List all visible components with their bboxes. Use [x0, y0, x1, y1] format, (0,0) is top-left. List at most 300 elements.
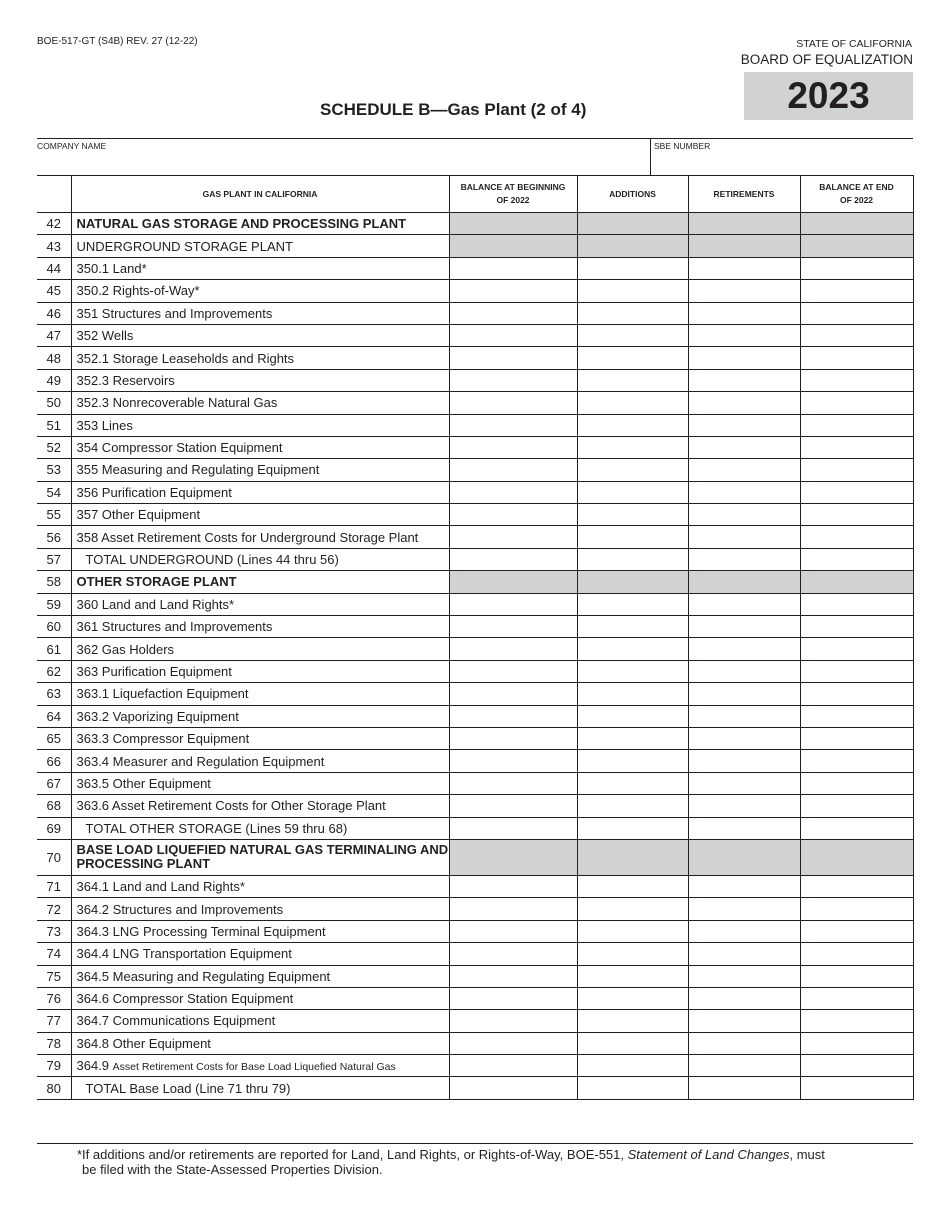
balance-beginning-cell[interactable]: [449, 392, 577, 414]
balance-end-cell[interactable]: [800, 504, 913, 526]
retirements-cell[interactable]: [688, 616, 800, 638]
additions-cell[interactable]: [577, 280, 688, 302]
table-row: [37, 817, 913, 839]
row-description: BASE LOAD LIQUEFIED NATURAL GAS TERMINALING AND PROCESSING PLANT: [71, 839, 449, 875]
additions-cell[interactable]: [577, 1010, 688, 1032]
balance-beginning-cell-shaded: [449, 571, 577, 593]
line-number: 47: [37, 324, 71, 346]
retirements-cell[interactable]: [688, 526, 800, 548]
retirements-cell-shaded: [688, 571, 800, 593]
retirements-cell[interactable]: [688, 1055, 800, 1077]
balance-beginning-header: [449, 176, 577, 213]
table-row: [37, 1032, 913, 1054]
balance-beginning-cell[interactable]: [449, 943, 577, 965]
additions-cell[interactable]: [577, 347, 688, 369]
retirements-cell[interactable]: [688, 920, 800, 942]
line-number: 53: [37, 459, 71, 481]
retirements-cell[interactable]: [688, 257, 800, 279]
table-row: [37, 548, 913, 570]
balance-beginning-cell[interactable]: [449, 1032, 577, 1054]
balance-end-cell-shaded: [800, 213, 913, 235]
retirements-cell[interactable]: [688, 436, 800, 458]
footnote-line2: be filed with the State-Assessed Properties Division.: [82, 1162, 383, 1177]
additions-cell[interactable]: [577, 1032, 688, 1054]
year-badge: [744, 72, 913, 120]
line-number: 61: [37, 638, 71, 660]
gas-plant-table: [37, 175, 914, 1100]
balance-beginning-cell[interactable]: [449, 750, 577, 772]
balance-beginning-cell[interactable]: [449, 257, 577, 279]
footnote-text-end: , must: [789, 1147, 825, 1162]
row-description: [71, 1055, 449, 1077]
additions-cell[interactable]: [577, 817, 688, 839]
row-description: 364.8 Other Equipment: [71, 1032, 449, 1054]
retirements-cell[interactable]: [688, 683, 800, 705]
retirements-cell[interactable]: [688, 660, 800, 682]
line-number: 56: [37, 526, 71, 548]
balance-end-cell[interactable]: [800, 920, 913, 942]
row-description: 356 Purification Equipment: [71, 481, 449, 503]
table-row: [37, 898, 913, 920]
table-row: [37, 965, 913, 987]
retirements-cell[interactable]: [688, 943, 800, 965]
table-row: [37, 616, 913, 638]
row-description: 364.6 Compressor Station Equipment: [71, 987, 449, 1009]
balance-end-cell[interactable]: [800, 526, 913, 548]
line-number: 50: [37, 392, 71, 414]
additions-cell[interactable]: [577, 1077, 688, 1099]
balance-end-cell[interactable]: [800, 727, 913, 749]
year-value: 2023: [787, 75, 870, 116]
row-description: 353 Lines: [71, 414, 449, 436]
line-number: 60: [37, 616, 71, 638]
row-description: 350.2 Rights-of-Way*: [71, 280, 449, 302]
balance-end-cell[interactable]: [800, 481, 913, 503]
balance-end-cell[interactable]: [800, 593, 913, 615]
row-description: NATURAL GAS STORAGE AND PROCESSING PLANT: [71, 213, 449, 235]
balance-end-cell[interactable]: [800, 257, 913, 279]
line-number: 51: [37, 414, 71, 436]
balance-beginning-cell[interactable]: [449, 324, 577, 346]
line-number: 46: [37, 302, 71, 324]
line-number: 70: [37, 839, 71, 875]
line-number: 77: [37, 1010, 71, 1032]
form-id: BOE-517-GT (S4B) REV. 27 (12-22): [37, 36, 198, 47]
additions-cell[interactable]: [577, 504, 688, 526]
table-row: [37, 920, 913, 942]
table-row: [37, 369, 913, 391]
table-row: [37, 683, 913, 705]
balance-beginning-cell[interactable]: [449, 987, 577, 1009]
retirements-cell[interactable]: [688, 987, 800, 1009]
balance-end-cell[interactable]: [800, 965, 913, 987]
retirements-cell[interactable]: [688, 481, 800, 503]
line-number: 78: [37, 1032, 71, 1054]
table-row: [37, 324, 913, 346]
row-description: 354 Compressor Station Equipment: [71, 436, 449, 458]
row-description: 361 Structures and Improvements: [71, 616, 449, 638]
balance-beginning-cell[interactable]: [449, 875, 577, 897]
retirements-cell[interactable]: [688, 1010, 800, 1032]
row-description: 364.2 Structures and Improvements: [71, 898, 449, 920]
retirements-cell[interactable]: [688, 504, 800, 526]
retirements-cell-shaded: [688, 839, 800, 875]
retirements-cell[interactable]: [688, 548, 800, 570]
balance-beginning-cell[interactable]: [449, 414, 577, 436]
balance-end-cell[interactable]: [800, 817, 913, 839]
table-row: [37, 1010, 913, 1032]
retirements-cell[interactable]: [688, 1032, 800, 1054]
table-row: [37, 705, 913, 727]
table-row: [37, 839, 913, 875]
table-row: [37, 280, 913, 302]
balance-beginning-header-line2: OF 2022: [496, 195, 530, 205]
row-description: 363.2 Vaporizing Equipment: [71, 705, 449, 727]
balance-end-cell[interactable]: [800, 1032, 913, 1054]
balance-beginning-cell[interactable]: [449, 369, 577, 391]
retirements-cell[interactable]: [688, 280, 800, 302]
line-number: 57: [37, 548, 71, 570]
additions-cell[interactable]: [577, 920, 688, 942]
balance-beginning-cell[interactable]: [449, 436, 577, 458]
row-description: 364.7 Communications Equipment: [71, 1010, 449, 1032]
line-number: 62: [37, 660, 71, 682]
line-number: 52: [37, 436, 71, 458]
balance-beginning-cell[interactable]: [449, 772, 577, 794]
balance-end-cell[interactable]: [800, 1055, 913, 1077]
balance-end-cell[interactable]: [800, 459, 913, 481]
retirements-cell[interactable]: [688, 772, 800, 794]
line-number: 65: [37, 727, 71, 749]
balance-beginning-cell[interactable]: [449, 548, 577, 570]
row-description: 355 Measuring and Regulating Equipment: [71, 459, 449, 481]
additions-cell[interactable]: [577, 324, 688, 346]
row-description: OTHER STORAGE PLANT: [71, 571, 449, 593]
row-description: 360 Land and Land Rights*: [71, 593, 449, 615]
additions-cell[interactable]: [577, 772, 688, 794]
balance-end-cell[interactable]: [800, 324, 913, 346]
line-number: 44: [37, 257, 71, 279]
line-number: 63: [37, 683, 71, 705]
retirements-cell[interactable]: [688, 965, 800, 987]
table-row: [37, 436, 913, 458]
additions-cell[interactable]: [577, 593, 688, 615]
balance-beginning-cell[interactable]: [449, 593, 577, 615]
line-number: 67: [37, 772, 71, 794]
row-description: 357 Other Equipment: [71, 504, 449, 526]
line-number: 45: [37, 280, 71, 302]
additions-cell[interactable]: [577, 705, 688, 727]
footnote-rule: [37, 1143, 913, 1144]
line-number: 49: [37, 369, 71, 391]
balance-beginning-cell[interactable]: [449, 1010, 577, 1032]
retirements-cell[interactable]: [688, 705, 800, 727]
row-description: 351 Structures and Improvements: [71, 302, 449, 324]
page-title: SCHEDULE B—Gas Plant (2 of 4): [320, 100, 587, 119]
additions-cell[interactable]: [577, 683, 688, 705]
line-number-header: [37, 176, 71, 213]
table-row: [37, 875, 913, 897]
additions-cell-shaded: [577, 213, 688, 235]
balance-end-cell[interactable]: [800, 302, 913, 324]
additions-cell[interactable]: [577, 302, 688, 324]
table-row: [37, 638, 913, 660]
retirements-cell-shaded: [688, 213, 800, 235]
retirements-cell[interactable]: [688, 369, 800, 391]
additions-cell[interactable]: [577, 987, 688, 1009]
row-description: 364.3 LNG Processing Terminal Equipment: [71, 920, 449, 942]
balance-end-cell-shaded: [800, 235, 913, 257]
table-row: [37, 257, 913, 279]
footnote: [77, 1147, 907, 1177]
row-description: 358 Asset Retirement Costs for Underground Storage Plant: [71, 526, 449, 548]
table-row: [37, 943, 913, 965]
retirements-cell-shaded: [688, 235, 800, 257]
additions-cell[interactable]: [577, 660, 688, 682]
line-number: 80: [37, 1077, 71, 1099]
table-row: [37, 459, 913, 481]
balance-beginning-cell[interactable]: [449, 683, 577, 705]
row-description: TOTAL UNDERGROUND (Lines 44 thru 56): [71, 548, 449, 570]
row-description: 352.3 Nonrecoverable Natural Gas: [71, 392, 449, 414]
balance-end-cell[interactable]: [800, 875, 913, 897]
row-description: 364.5 Measuring and Regulating Equipment: [71, 965, 449, 987]
balance-end-cell[interactable]: [800, 1077, 913, 1099]
table-row: [37, 526, 913, 548]
retirements-header: RETIREMENTS: [688, 176, 800, 213]
row-description: 363.3 Compressor Equipment: [71, 727, 449, 749]
balance-end-cell[interactable]: [800, 683, 913, 705]
additions-cell[interactable]: [577, 481, 688, 503]
line-number: 54: [37, 481, 71, 503]
retirements-cell[interactable]: [688, 795, 800, 817]
balance-end-cell[interactable]: [800, 750, 913, 772]
sbe-number-label: SBE NUMBER: [654, 141, 711, 151]
table-row: [37, 504, 913, 526]
balance-end-cell[interactable]: [800, 705, 913, 727]
table-row: [37, 795, 913, 817]
line-number: 43: [37, 235, 71, 257]
footnote-italic: Statement of Land Changes: [627, 1147, 790, 1162]
table-row: [37, 414, 913, 436]
retirements-cell[interactable]: [688, 638, 800, 660]
additions-cell[interactable]: [577, 638, 688, 660]
balance-end-cell[interactable]: [800, 638, 913, 660]
table-row: [37, 571, 913, 593]
balance-end-cell[interactable]: [800, 660, 913, 682]
retirements-cell[interactable]: [688, 1077, 800, 1099]
balance-end-cell[interactable]: [800, 392, 913, 414]
row-description: 352.3 Reservoirs: [71, 369, 449, 391]
additions-cell[interactable]: [577, 392, 688, 414]
additions-cell[interactable]: [577, 414, 688, 436]
table-row: [37, 1077, 913, 1099]
line-number: 73: [37, 920, 71, 942]
additions-cell[interactable]: [577, 943, 688, 965]
row-description: 362 Gas Holders: [71, 638, 449, 660]
balance-beginning-cell[interactable]: [449, 302, 577, 324]
balance-beginning-cell[interactable]: [449, 638, 577, 660]
balance-beginning-cell[interactable]: [449, 481, 577, 503]
balance-beginning-cell[interactable]: [449, 616, 577, 638]
line-number: 58: [37, 571, 71, 593]
balance-beginning-cell[interactable]: [449, 727, 577, 749]
line-number: 74: [37, 943, 71, 965]
additions-cell[interactable]: [577, 369, 688, 391]
balance-end-cell[interactable]: [800, 436, 913, 458]
table-row: [37, 235, 913, 257]
table-row: [37, 213, 913, 235]
balance-beginning-cell[interactable]: [449, 1077, 577, 1099]
balance-end-cell[interactable]: [800, 347, 913, 369]
row-description: 352 Wells: [71, 324, 449, 346]
board-label: BOARD OF EQUALIZATION: [740, 52, 913, 67]
line-number: 69: [37, 817, 71, 839]
balance-end-cell[interactable]: [800, 795, 913, 817]
retirements-cell[interactable]: [688, 875, 800, 897]
balance-beginning-header-line1: BALANCE AT BEGINNING: [460, 182, 566, 192]
table-row: [37, 727, 913, 749]
table-row: [37, 750, 913, 772]
table-row: [37, 1055, 913, 1077]
row-description: UNDERGROUND STORAGE PLANT: [71, 235, 449, 257]
balance-beginning-cell[interactable]: [449, 526, 577, 548]
balance-end-header-line2: OF 2022: [839, 195, 874, 205]
additions-cell[interactable]: [577, 436, 688, 458]
balance-end-cell[interactable]: [800, 943, 913, 965]
row-account-description: Asset Retirement Costs for Base Load Liquefied Natural Gas: [112, 1061, 396, 1074]
row-description: 363.4 Measurer and Regulation Equipment: [71, 750, 449, 772]
additions-cell[interactable]: [577, 795, 688, 817]
additions-cell[interactable]: [577, 875, 688, 897]
additions-cell[interactable]: [577, 965, 688, 987]
balance-beginning-cell[interactable]: [449, 795, 577, 817]
table-header-row: [37, 176, 913, 213]
additions-cell-shaded: [577, 839, 688, 875]
row-description: 352.1 Storage Leaseholds and Rights: [71, 347, 449, 369]
retirements-cell[interactable]: [688, 302, 800, 324]
balance-end-cell[interactable]: [800, 369, 913, 391]
retirements-cell[interactable]: [688, 817, 800, 839]
row-account-code: 364.9: [76, 1058, 110, 1074]
balance-end-cell[interactable]: [800, 898, 913, 920]
line-number: 48: [37, 347, 71, 369]
retirements-cell[interactable]: [688, 593, 800, 615]
line-number: 55: [37, 504, 71, 526]
row-description: 363.1 Liquefaction Equipment: [71, 683, 449, 705]
balance-beginning-cell-shaded: [449, 213, 577, 235]
additions-cell[interactable]: [577, 750, 688, 772]
additions-cell-shaded: [577, 571, 688, 593]
balance-beginning-cell[interactable]: [449, 459, 577, 481]
retirements-cell[interactable]: [688, 750, 800, 772]
balance-beginning-cell[interactable]: [449, 920, 577, 942]
retirements-cell[interactable]: [688, 414, 800, 436]
table-row: [37, 660, 913, 682]
additions-cell-shaded: [577, 235, 688, 257]
line-number: 68: [37, 795, 71, 817]
table-row: [37, 302, 913, 324]
line-number: 75: [37, 965, 71, 987]
balance-beginning-cell[interactable]: [449, 965, 577, 987]
retirements-cell[interactable]: [688, 459, 800, 481]
line-number: 59: [37, 593, 71, 615]
table-row: [37, 347, 913, 369]
row-description: 350.1 Land*: [71, 257, 449, 279]
balance-end-header-line1: BALANCE AT END: [819, 182, 894, 192]
retirements-cell[interactable]: [688, 347, 800, 369]
row-description: TOTAL Base Load (Line 71 thru 79): [71, 1077, 449, 1099]
additions-cell[interactable]: [577, 616, 688, 638]
row-description: 363.6 Asset Retirement Costs for Other Storage Plant: [71, 795, 449, 817]
balance-end-cell[interactable]: [800, 987, 913, 1009]
balance-end-cell[interactable]: [800, 616, 913, 638]
row-description: 363 Purification Equipment: [71, 660, 449, 682]
balance-end-cell[interactable]: [800, 1010, 913, 1032]
table-row: [37, 987, 913, 1009]
field-divider: [650, 139, 651, 176]
additions-cell[interactable]: [577, 898, 688, 920]
additions-cell[interactable]: [577, 257, 688, 279]
additions-cell[interactable]: [577, 1055, 688, 1077]
additions-cell[interactable]: [577, 727, 688, 749]
row-description: 364.1 Land and Land Rights*: [71, 875, 449, 897]
footnote-text: *If additions and/or retirements are reported for Land, Land Rights, or Rights-of-Way, BOE-551,: [77, 1147, 628, 1162]
balance-end-cell[interactable]: [800, 280, 913, 302]
balance-end-cell-shaded: [800, 571, 913, 593]
balance-beginning-cell[interactable]: [449, 1055, 577, 1077]
balance-beginning-cell[interactable]: [449, 817, 577, 839]
additions-header: ADDITIONS: [577, 176, 688, 213]
state-label: STATE OF CALIFORNIA: [796, 38, 912, 50]
line-number: 42: [37, 213, 71, 235]
line-number: 64: [37, 705, 71, 727]
company-name-label: COMPANY NAME: [37, 141, 107, 151]
row-description: TOTAL OTHER STORAGE (Lines 59 thru 68): [71, 817, 449, 839]
balance-beginning-cell[interactable]: [449, 660, 577, 682]
balance-beginning-cell[interactable]: [449, 347, 577, 369]
table-row: [37, 481, 913, 503]
additions-cell[interactable]: [577, 459, 688, 481]
line-number: 79: [37, 1055, 71, 1077]
balance-end-header: [800, 176, 913, 213]
balance-beginning-cell[interactable]: [449, 504, 577, 526]
balance-beginning-cell[interactable]: [449, 705, 577, 727]
balance-beginning-cell[interactable]: [449, 280, 577, 302]
balance-beginning-cell-shaded: [449, 839, 577, 875]
balance-beginning-cell-shaded: [449, 235, 577, 257]
retirements-cell[interactable]: [688, 727, 800, 749]
balance-end-cell[interactable]: [800, 772, 913, 794]
balance-end-cell[interactable]: [800, 414, 913, 436]
additions-cell[interactable]: [577, 548, 688, 570]
balance-end-cell-shaded: [800, 839, 913, 875]
company-info-row: [37, 138, 913, 175]
balance-beginning-cell[interactable]: [449, 898, 577, 920]
table-row: [37, 593, 913, 615]
table-row: [37, 772, 913, 794]
line-number: 66: [37, 750, 71, 772]
row-description: 364.4 LNG Transportation Equipment: [71, 943, 449, 965]
line-number: 76: [37, 987, 71, 1009]
retirements-cell[interactable]: [688, 898, 800, 920]
row-description: 363.5 Other Equipment: [71, 772, 449, 794]
retirements-cell[interactable]: [688, 392, 800, 414]
balance-end-cell[interactable]: [800, 548, 913, 570]
additions-cell[interactable]: [577, 526, 688, 548]
line-number: 71: [37, 875, 71, 897]
retirements-cell[interactable]: [688, 324, 800, 346]
